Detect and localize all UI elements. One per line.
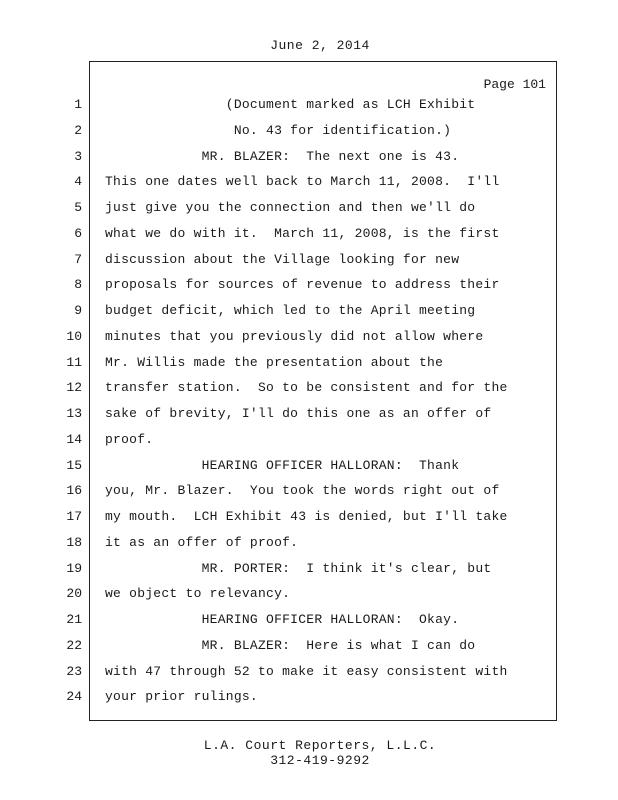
page-number-label: Page 101	[483, 77, 546, 92]
line-number: 17	[66, 509, 82, 524]
transcript-line-text: my mouth. LCH Exhibit 43 is denied, but I'll take	[105, 509, 508, 524]
transcript-line-text: with 47 through 52 to make it easy consistent with	[105, 664, 508, 679]
footer-company: L.A. Court Reporters, L.L.C.	[203, 738, 437, 753]
transcript-line-text: MR. BLAZER: The next one is 43.	[105, 149, 460, 164]
transcript-line-text: your prior rulings.	[105, 689, 258, 704]
line-number: 24	[66, 689, 82, 704]
line-number: 12	[66, 380, 82, 395]
line-number: 22	[66, 638, 82, 653]
transcript-line-text: transfer station. So to be consistent and for the	[105, 380, 508, 395]
transcript-line-text: HEARING OFFICER HALLORAN: Thank	[105, 458, 460, 473]
transcript-line-text: This one dates well back to March 11, 2008. I'll	[105, 174, 500, 189]
transcript-line-text: sake of brevity, I'll do this one as an offer of	[105, 406, 492, 421]
transcript-line-text: HEARING OFFICER HALLORAN: Okay.	[105, 612, 460, 627]
transcript-line-text: MR. PORTER: I think it's clear, but	[105, 561, 492, 576]
line-number: 20	[66, 586, 82, 601]
transcript-line-text: just give you the connection and then we'll do	[105, 200, 476, 215]
line-number: 19	[66, 561, 82, 576]
transcript-line-text: it as an offer of proof.	[105, 535, 299, 550]
line-number: 16	[66, 483, 82, 498]
transcript-line-text: you, Mr. Blazer. You took the words right out of	[105, 483, 500, 498]
line-number: 9	[74, 303, 82, 318]
line-number: 6	[74, 226, 82, 241]
line-number: 18	[66, 535, 82, 550]
line-number: 3	[74, 149, 82, 164]
line-number: 8	[74, 277, 82, 292]
transcript-line-text: minutes that you previously did not allow where	[105, 329, 484, 344]
line-number: 11	[66, 355, 82, 370]
line-number: 15	[66, 458, 82, 473]
line-number: 4	[74, 174, 82, 189]
footer-phone: 312-419-9292	[270, 753, 370, 768]
transcript-line-text: proof.	[105, 432, 154, 447]
line-number: 5	[74, 200, 82, 215]
transcript-line-text: proposals for sources of revenue to address their	[105, 277, 500, 292]
transcript-line-text: MR. BLAZER: Here is what I can do	[105, 638, 476, 653]
page-date-header: June 2, 2014	[270, 38, 370, 53]
line-number: 14	[66, 432, 82, 447]
line-number: 2	[74, 123, 82, 138]
transcript-line-text: discussion about the Village looking for new	[105, 252, 460, 267]
line-number: 23	[66, 664, 82, 679]
transcript-line-text: budget deficit, which led to the April meeting	[105, 303, 476, 318]
line-number: 7	[74, 252, 82, 267]
transcript-line-text: Mr. Willis made the presentation about the	[105, 355, 444, 370]
transcript-line-text: what we do with it. March 11, 2008, is the first	[105, 226, 500, 241]
line-number: 21	[66, 612, 82, 627]
line-number: 13	[66, 406, 82, 421]
transcript-line-text: (Document marked as LCH Exhibit	[105, 97, 476, 112]
line-number: 1	[74, 97, 82, 112]
line-number: 10	[66, 329, 82, 344]
transcript-line-text: No. 43 for identification.)	[105, 123, 452, 138]
transcript-line-text: we object to relevancy.	[105, 586, 291, 601]
